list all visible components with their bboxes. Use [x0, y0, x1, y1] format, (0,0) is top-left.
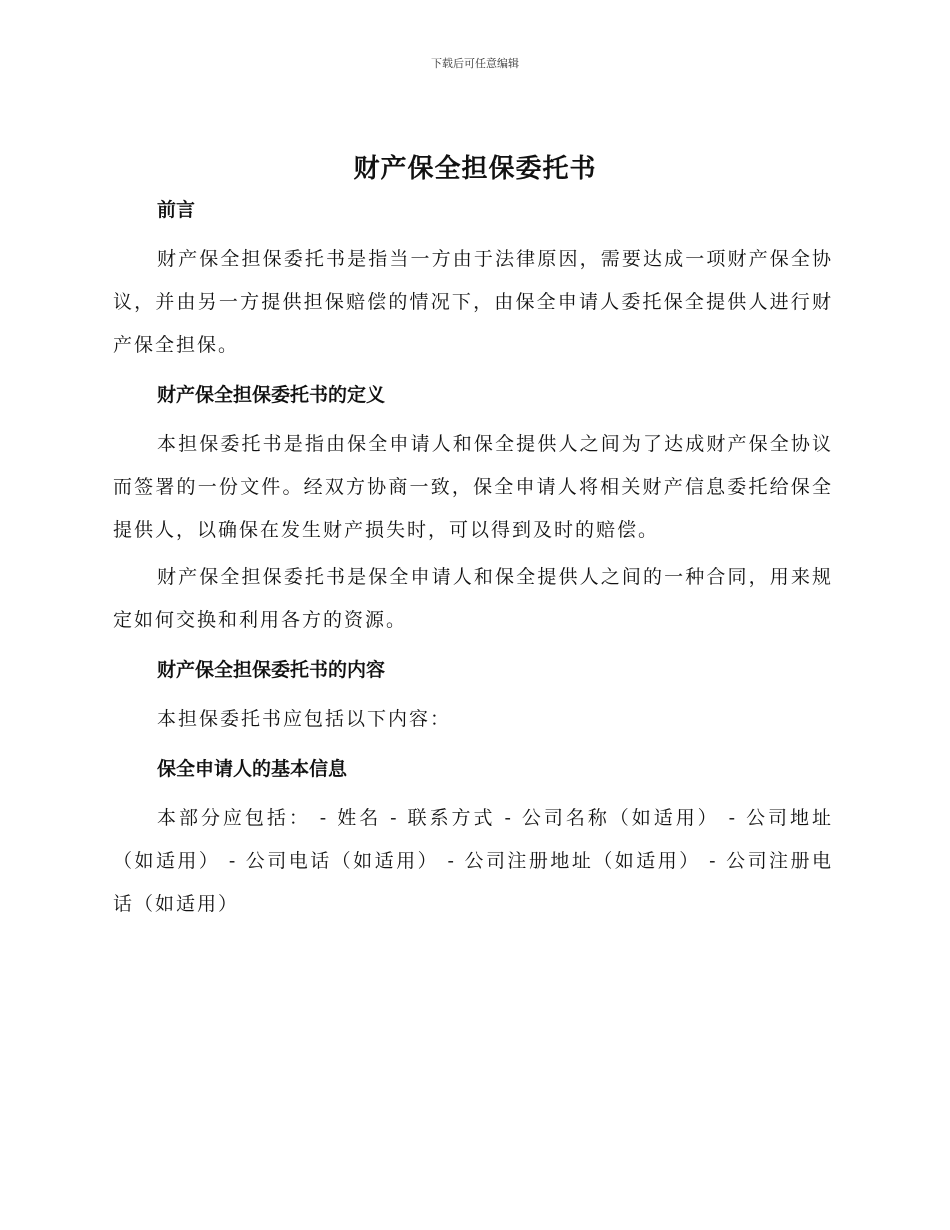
paragraph-applicant-info: 本部分应包括： - 姓名 - 联系方式 - 公司名称（如适用） - 公司地址（如适用） - 公司电话（如适用） - 公司注册地址（如适用） - 公司注册电话（如适用） [113, 807, 833, 915]
document-body [113, 192, 833, 926]
paragraph-definition-2: 财产保全担保委托书是保全申请人和保全提供人之间的一种合同，用来规定如何交换和利用各方的资源。 [113, 566, 833, 631]
page-header-note: 下载后可任意编辑 [431, 57, 519, 70]
document-title: 财产保全担保委托书 [353, 154, 597, 184]
paragraph-contents: 本担保委托书应包括以下内容： [157, 708, 452, 730]
section-heading-foreword: 前言 [157, 199, 196, 221]
section-heading-definition: 财产保全担保委托书的定义 [157, 384, 386, 406]
section-heading-contents: 财产保全担保委托书的内容 [157, 659, 386, 681]
section-heading-applicant-info: 保全申请人的基本信息 [157, 758, 348, 780]
paragraph-definition-1: 本担保委托书是指由保全申请人和保全提供人之间为了达成财产保全协议而签署的一份文件。经双方协商一致，保全申请人将相关财产信息委托给保全提供人，以确保在发生财产损失时，可以得到及时的赔偿。 [113, 433, 833, 541]
paragraph-foreword: 财产保全担保委托书是指当一方由于法律原因，需要达成一项财产保全协议，并由另一方提供担保赔偿的情况下，由保全申请人委托保全提供人进行财产保全担保。 [113, 248, 833, 356]
